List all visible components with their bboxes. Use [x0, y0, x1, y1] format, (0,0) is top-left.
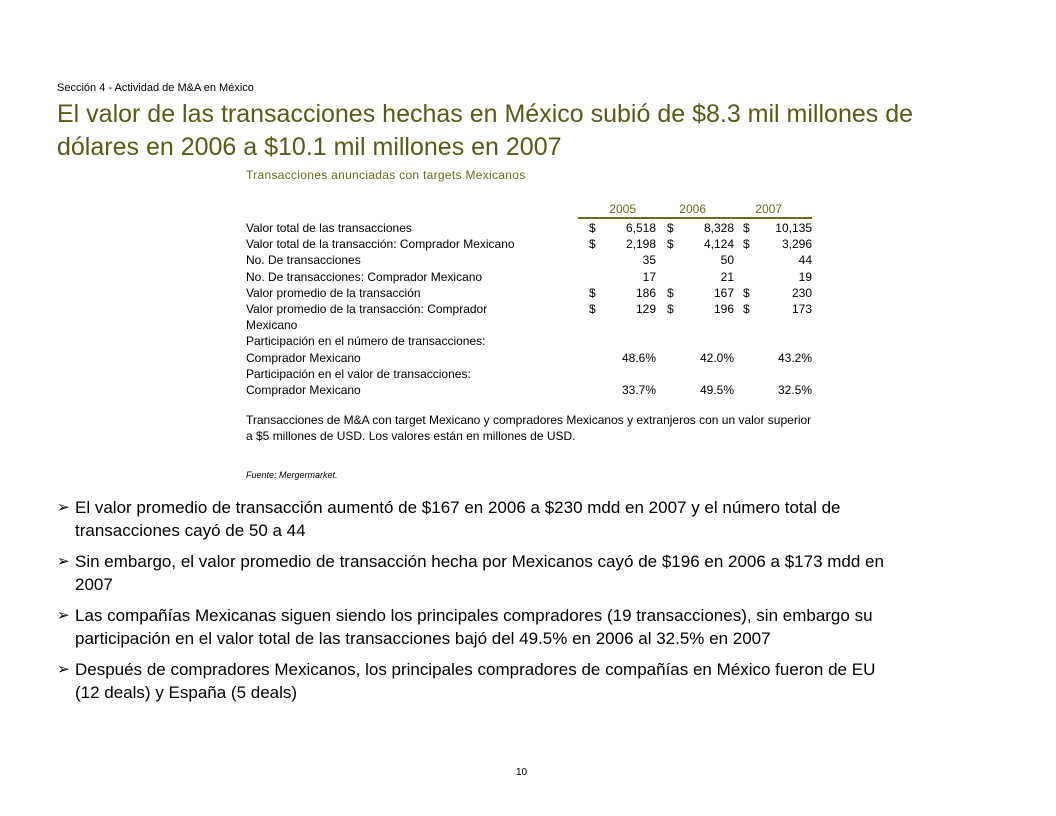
bullet-list: [57, 497, 897, 713]
cell-value: 167: [713, 285, 734, 300]
bullet-item: [57, 605, 897, 650]
cell-value: 42.0%: [699, 350, 734, 365]
currency-symbol: $: [743, 285, 750, 300]
cell-value: 3,296: [781, 237, 812, 252]
table-row: [246, 317, 816, 333]
row-label: Valor promedio de la transacción: Comprador: [246, 301, 488, 316]
cell-value: 19: [798, 269, 812, 284]
cell-value: 10,135: [775, 221, 812, 235]
table-row: [246, 333, 816, 349]
cell-value: 196: [713, 301, 734, 316]
currency-symbol: $: [589, 221, 596, 235]
bullet-item: [57, 551, 897, 596]
page-number: 10: [516, 767, 528, 778]
row-label: Mexicano: [246, 318, 298, 333]
table-row: [246, 366, 816, 382]
table-note: Transacciones de M&A con target Mexicano y compradores Mexicanos y extranjeros con un valor superior a $5 millones de USD. Los valores están en millones de USD.: [246, 413, 812, 443]
cell-value: 48.6%: [621, 350, 656, 365]
row-label: No. De transacciones: [246, 253, 361, 268]
table-row: [246, 269, 816, 285]
currency-symbol: $: [743, 221, 750, 235]
slide-title: El valor de las transacciones hechas en México subió de $8.3 mil millones de dólares en 2006 a $10.1 mil millones en 2007: [57, 100, 914, 161]
arrow-bullet-icon: ➢: [57, 499, 70, 516]
row-label: Valor total de la transacción: Comprador Mexicano: [246, 237, 515, 252]
table-row: [246, 301, 816, 317]
cell-value: 8,328: [703, 221, 734, 235]
table-row: [246, 350, 816, 366]
bullet-text: Sin embargo, el valor promedio de transacción hecha por Mexicanos cayó de $196 en 2006 a $173 mdd en 2007: [75, 552, 884, 594]
table-row: [246, 285, 816, 301]
cell-value: 21: [720, 269, 734, 284]
cell-value: 17: [642, 269, 656, 284]
row-label: Comprador Mexicano: [246, 382, 361, 397]
cell-value: 50: [720, 253, 734, 268]
cell-value: 129: [635, 301, 656, 316]
table-source: Fuente: Mergermarket.: [246, 470, 338, 480]
bullet-item: [57, 659, 897, 704]
bullet-text: El valor promedio de transacción aumentó de $167 en 2006 a $230 mdd en 2007 y el número total de transacciones cayó de 50 a 44: [75, 498, 841, 540]
currency-symbol: $: [589, 285, 596, 300]
bullet-item: [57, 497, 897, 542]
cell-value: 43.2%: [777, 350, 812, 365]
table-row: [246, 252, 816, 268]
bullet-text: Después de compradores Mexicanos, los principales compradores de compañías en México fueron de EU (12 deals) y España (5 deals): [75, 660, 876, 702]
currency-symbol: $: [667, 301, 674, 316]
year-2007: 2007: [755, 202, 782, 216]
cell-value: 49.5%: [699, 382, 734, 397]
row-label: No. De transacciones: Comprador Mexicano: [246, 269, 483, 284]
currency-symbol: $: [743, 237, 750, 252]
year-2006: 2006: [679, 202, 706, 216]
arrow-bullet-icon: ➢: [57, 661, 70, 678]
section-label: Sección 4 - Actividad de M&A en México: [57, 82, 254, 94]
currency-symbol: $: [743, 301, 750, 316]
table-row: [246, 236, 816, 252]
table-year-header: [246, 202, 816, 216]
row-label: Participación en el valor de transacciones:: [246, 366, 471, 381]
bullet-text: Las compañías Mexicanas siguen siendo los principales compradores (19 transacciones), sin embargo su participación en el valor total de las transacciones bajó del 49.5% en 2006 al 32.5% en 2007: [75, 606, 873, 648]
cell-value: 230: [791, 285, 812, 300]
table-body: [246, 220, 816, 398]
table-row: [246, 382, 816, 398]
currency-symbol: $: [667, 285, 674, 300]
cell-value: 4,124: [703, 237, 734, 252]
cell-value: 32.5%: [777, 382, 812, 397]
cell-value: 186: [635, 285, 656, 300]
currency-symbol: $: [589, 301, 596, 316]
arrow-bullet-icon: ➢: [57, 607, 70, 624]
cell-value: 33.7%: [621, 382, 656, 397]
row-label: Valor promedio de la transacción: [246, 285, 421, 300]
currency-symbol: $: [667, 221, 674, 235]
table-title: Transacciones anunciadas con targets Mexicanos: [246, 168, 526, 182]
row-label: Valor total de las transacciones: [246, 221, 412, 235]
row-label: Participación en el número de transacciones:: [246, 334, 486, 349]
currency-symbol: $: [667, 237, 674, 252]
cell-value: 2,198: [625, 237, 656, 252]
year-underline: [578, 217, 812, 219]
arrow-bullet-icon: ➢: [57, 553, 70, 570]
cell-value: 173: [791, 301, 812, 316]
cell-value: 44: [798, 253, 812, 268]
cell-value: 35: [642, 253, 656, 268]
table-row: [246, 220, 816, 236]
cell-value: 6,518: [625, 221, 656, 235]
transactions-table: [246, 168, 816, 398]
row-label: Comprador Mexicano: [246, 350, 361, 365]
currency-symbol: $: [589, 237, 596, 252]
year-2005: 2005: [609, 202, 636, 216]
